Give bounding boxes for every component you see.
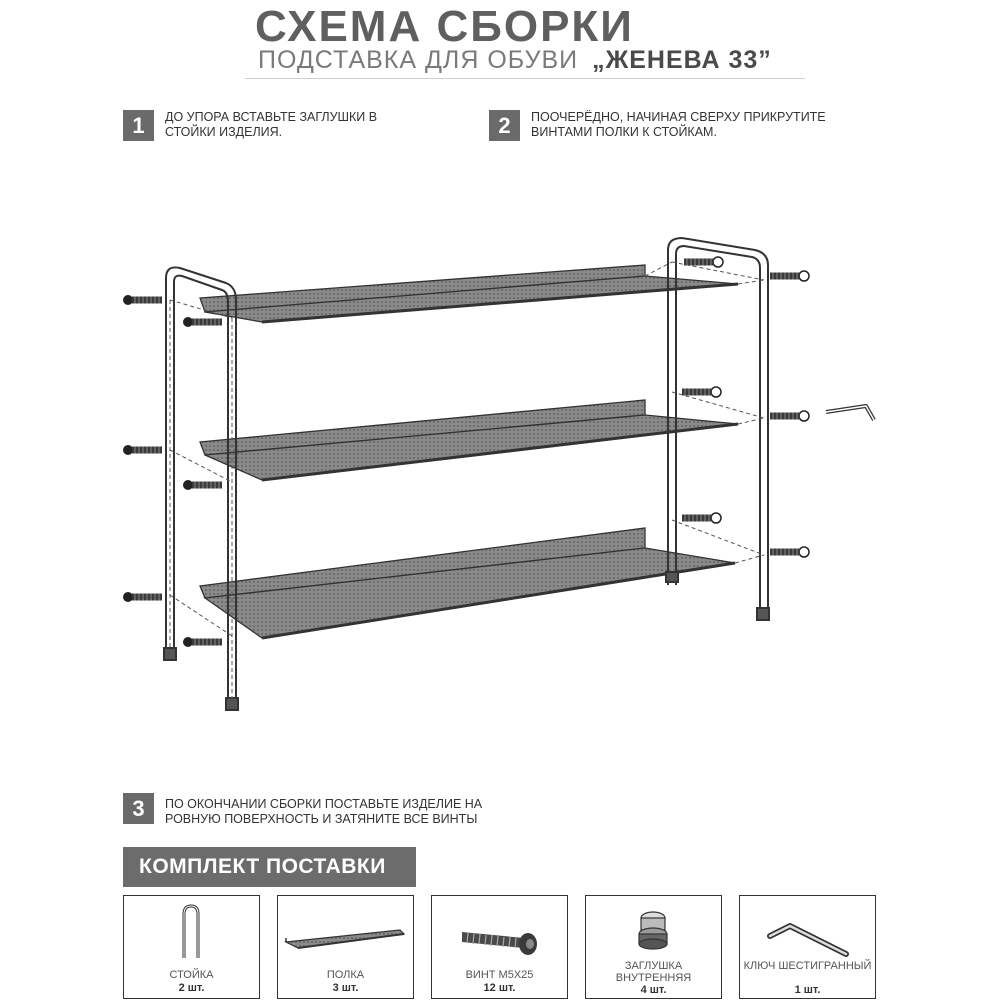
- kit-item-shelf: [277, 895, 414, 999]
- kit-item-qty: 12 шт.: [483, 982, 516, 994]
- kit-item-name: ЗАГЛУШКА ВНУТРЕННЯЯ: [615, 960, 692, 984]
- kit-item-qty: 1 шт.: [794, 984, 821, 996]
- rack-post-icon: [124, 896, 258, 996]
- shelf-bottom: [200, 528, 735, 638]
- step-1-number: 1: [123, 110, 154, 141]
- shelf-icon: [278, 896, 412, 996]
- kit-item-qty: 4 шт.: [640, 984, 667, 996]
- step-3-text: ПО ОКОНЧАНИИ СБОРКИ ПОСТАВЬТЕ ИЗДЕЛИЕ НА РОВНУЮ ПОВЕРХНОСТЬ И ЗАТЯНИТЕ ВСЕ ВИНТЫ: [165, 797, 483, 826]
- kit-item-name: СТОЙКА: [169, 969, 214, 981]
- screws-right: [682, 257, 809, 557]
- kit-item-post: [123, 895, 260, 999]
- kit-title: КОМПЛЕКТ ПОСТАВКИ: [123, 847, 416, 887]
- hex-key-icon: [740, 896, 874, 996]
- step-2-text: ПООЧЕРЁДНО, НАЧИНАЯ СВЕРХУ ПРИКРУТИТЕ ВИНТАМИ ПОЛКИ К СТОЙКАМ.: [531, 110, 826, 139]
- subtitle-text: ПОДСТАВКА ДЛЯ ОБУВИ: [258, 46, 579, 74]
- kit-item-name: КЛЮЧ ШЕСТИГРАННЫЙ: [743, 960, 872, 972]
- kit-item-name: ВИНТ М5Х25: [465, 969, 534, 981]
- shelf-middle: [200, 400, 738, 480]
- kit-item-hex-key: [739, 895, 876, 999]
- step-1-text: ДО УПОРА ВСТАВЬТЕ ЗАГЛУШКИ В СТОЙКИ ИЗДЕЛИЯ.: [165, 110, 378, 139]
- step-3-number: 3: [123, 793, 154, 824]
- model-name: „ЖЕНЕВА 33”: [592, 46, 772, 74]
- kit-item-qty: 3 шт.: [332, 982, 359, 994]
- kit-item-end-cap: [585, 895, 722, 999]
- screw-icon: [432, 896, 566, 996]
- shelf-top: [200, 265, 738, 322]
- step-2-number: 2: [489, 110, 520, 141]
- kit-item-qty: 2 шт.: [178, 982, 205, 994]
- kit-item-name: ПОЛКА: [326, 969, 365, 981]
- kit-item-screw: [431, 895, 568, 999]
- page-title: СХЕМА СБОРКИ: [255, 2, 634, 51]
